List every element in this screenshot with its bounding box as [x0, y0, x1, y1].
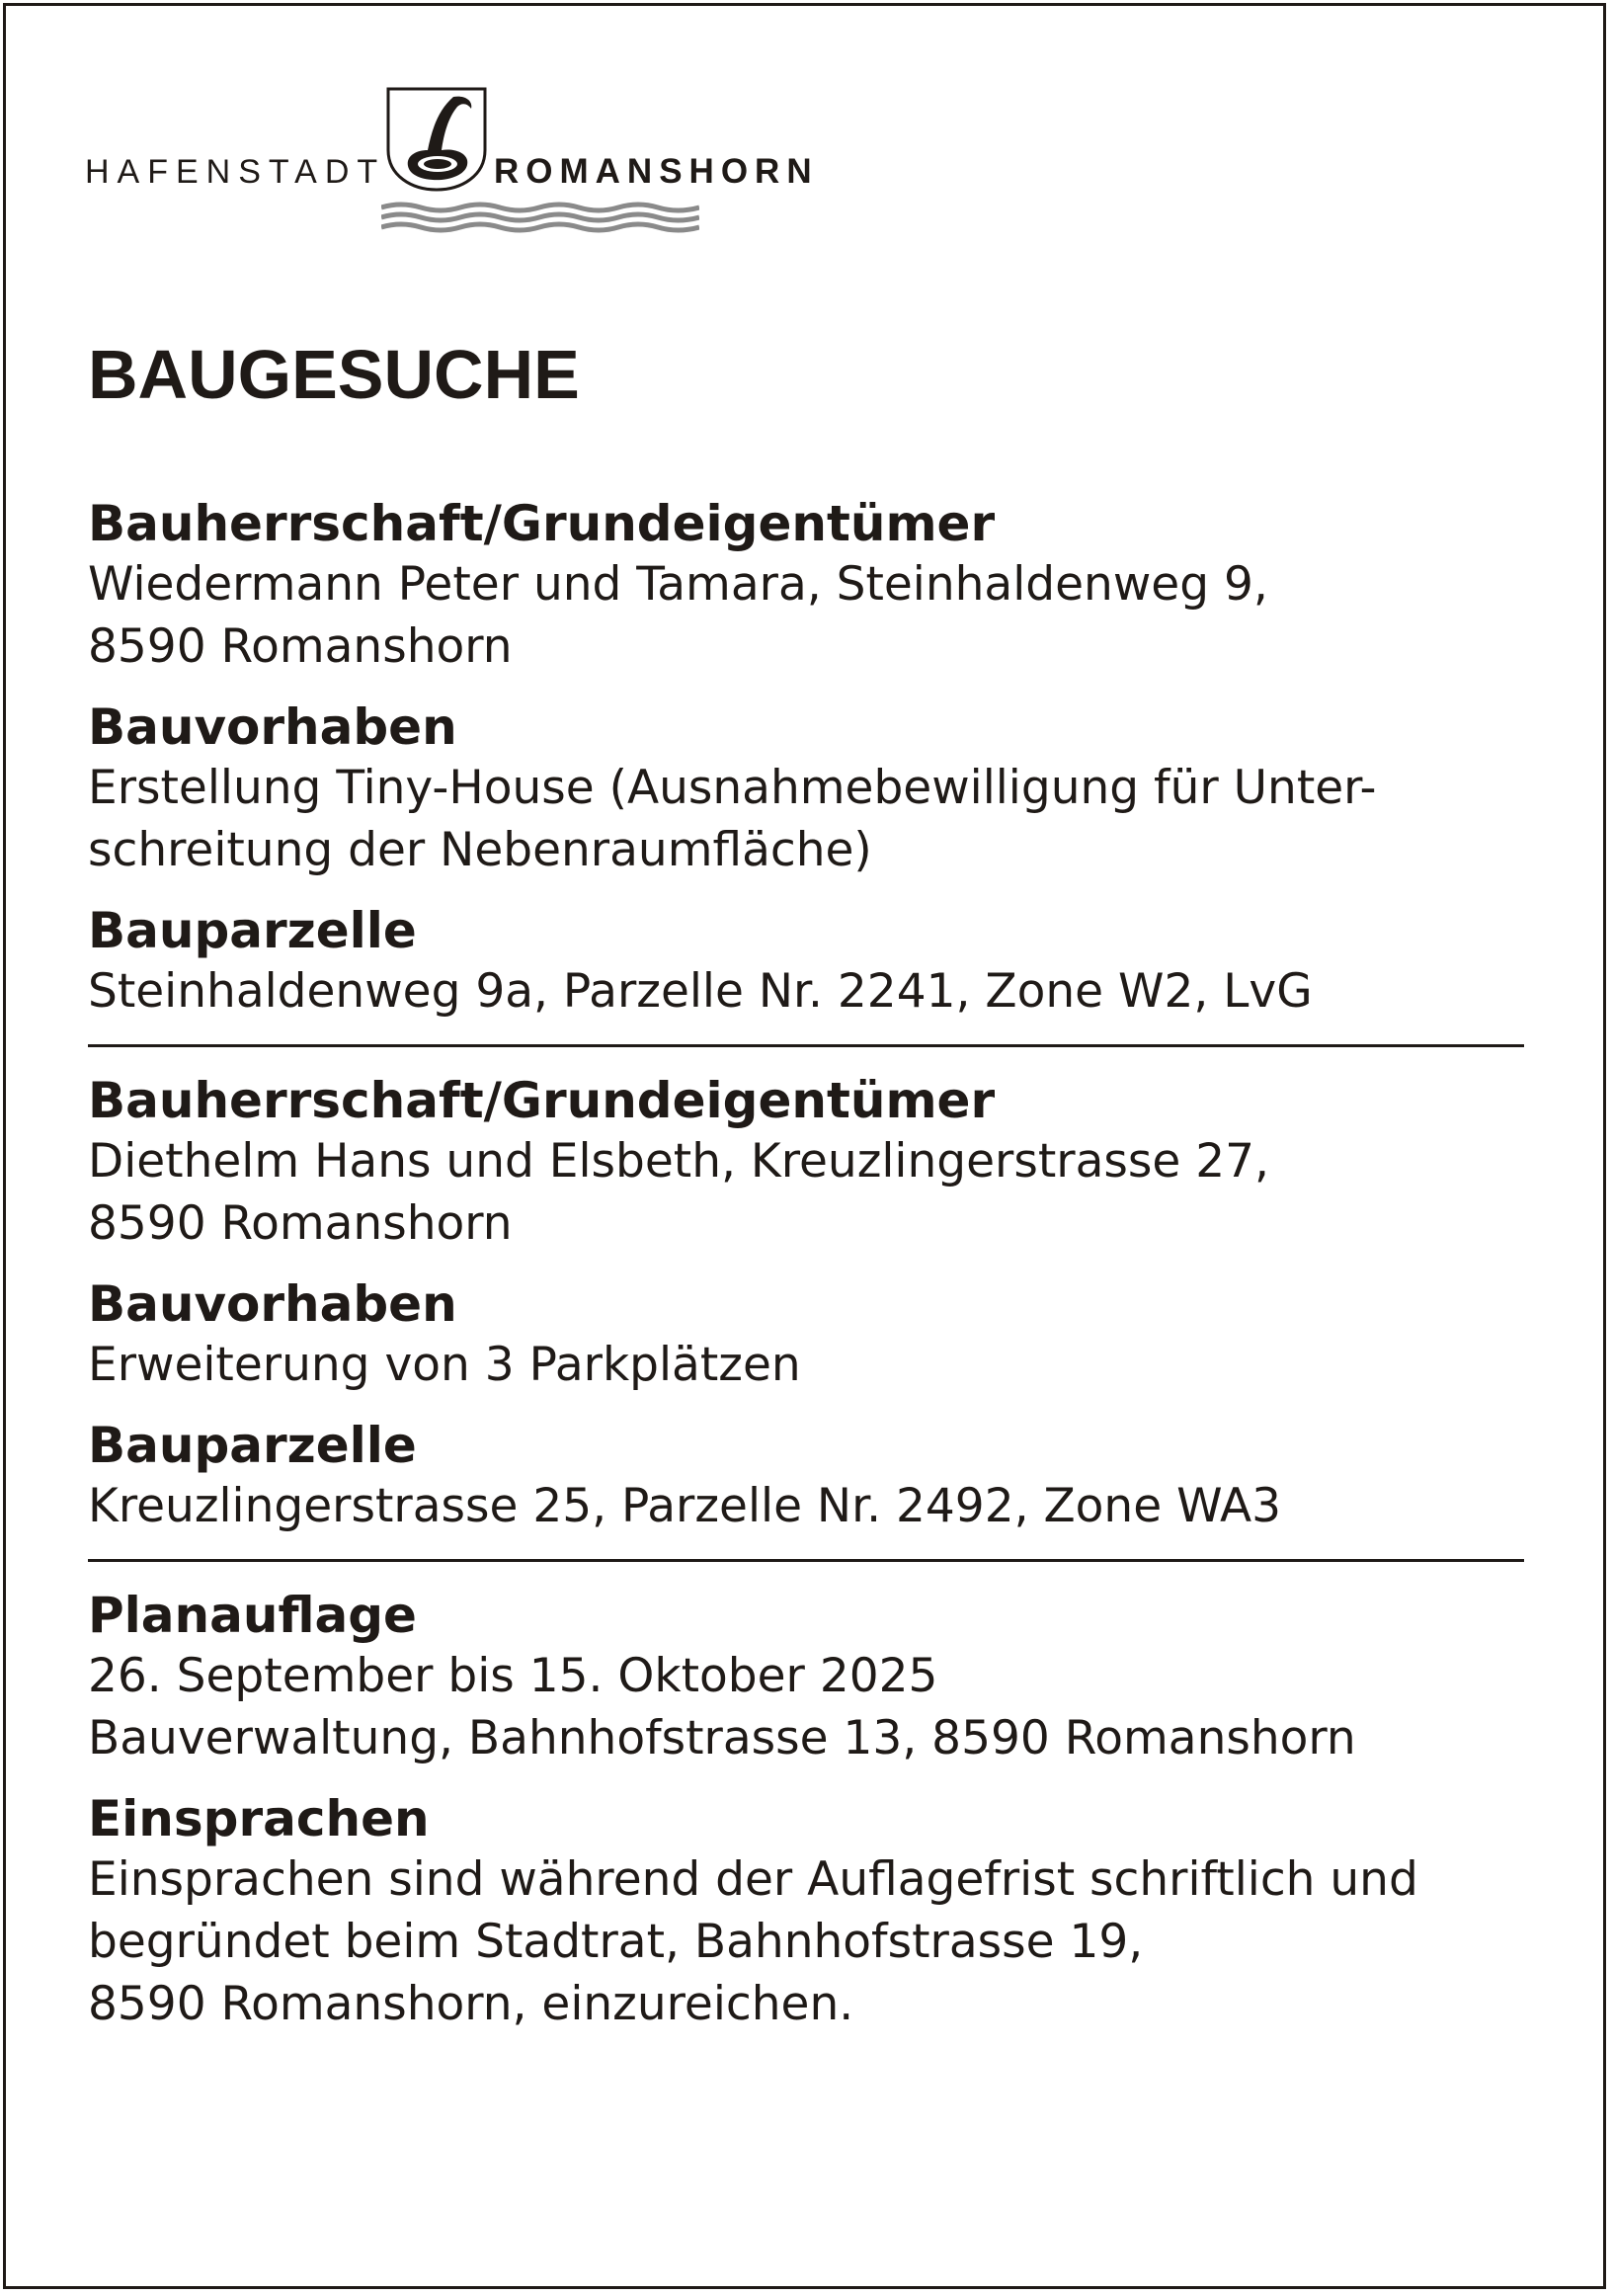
parcel-label: Bauparzelle	[88, 1417, 417, 1474]
brand-romanshorn: ROMANSHORN	[494, 152, 819, 191]
divider	[88, 1559, 1524, 1562]
project-text: Erstellung Tiny-House (Ausnahmebewilligung für Unter- schreitung der Nebenraumfläche)	[88, 761, 1377, 877]
objections-label: Einsprachen	[88, 1790, 430, 1847]
parcel-text: Kreuzlingerstrasse 25, Parzelle Nr. 2492, Zone WA3	[88, 1479, 1282, 1533]
owner-label: Bauherrschaft/Grundeigentümer	[88, 1072, 996, 1129]
header-logo	[85, 85, 875, 233]
plan-section	[88, 1586, 1524, 2035]
page-title: BAUGESUCHE	[88, 336, 580, 413]
parcel-text: Steinhaldenweg 9a, Parzelle Nr. 2241, Zone W2, LvG	[88, 964, 1313, 1019]
objections-text: Einsprachen sind während der Auflagefrist schriftlich und begründet beim Stadtrat, Bahnhofstrasse 19, 8590 Romanshorn, einzureichen.	[88, 1852, 1418, 2031]
owner-text: Diethelm Hans und Elsbeth, Kreuzlingerstrasse 27, 8590 Romanshorn	[88, 1134, 1269, 1251]
waves-icon	[381, 200, 699, 235]
application-1	[88, 494, 1524, 1023]
application-2	[88, 1071, 1524, 1537]
project-label: Bauvorhaben	[88, 1275, 457, 1333]
divider	[88, 1044, 1524, 1047]
project-label: Bauvorhaben	[88, 698, 457, 756]
project-text: Erweiterung von 3 Parkplätzen	[88, 1338, 801, 1392]
owner-text: Wiedermann Peter und Tamara, Steinhaldenweg 9, 8590 Romanshorn	[88, 557, 1268, 674]
brand-hafenstadt: HAFENSTADT	[85, 153, 386, 191]
parcel-label: Bauparzelle	[88, 902, 417, 959]
owner-label: Bauherrschaft/Grundeigentümer	[88, 495, 996, 552]
notice-content	[88, 494, 1524, 2035]
plan-text: 26. September bis 15. Oktober 2025 Bauverwaltung, Bahnhofstrasse 13, 8590 Romanshorn	[88, 1649, 1356, 1765]
crest-icon	[382, 85, 491, 194]
plan-label: Planauflage	[88, 1587, 417, 1644]
